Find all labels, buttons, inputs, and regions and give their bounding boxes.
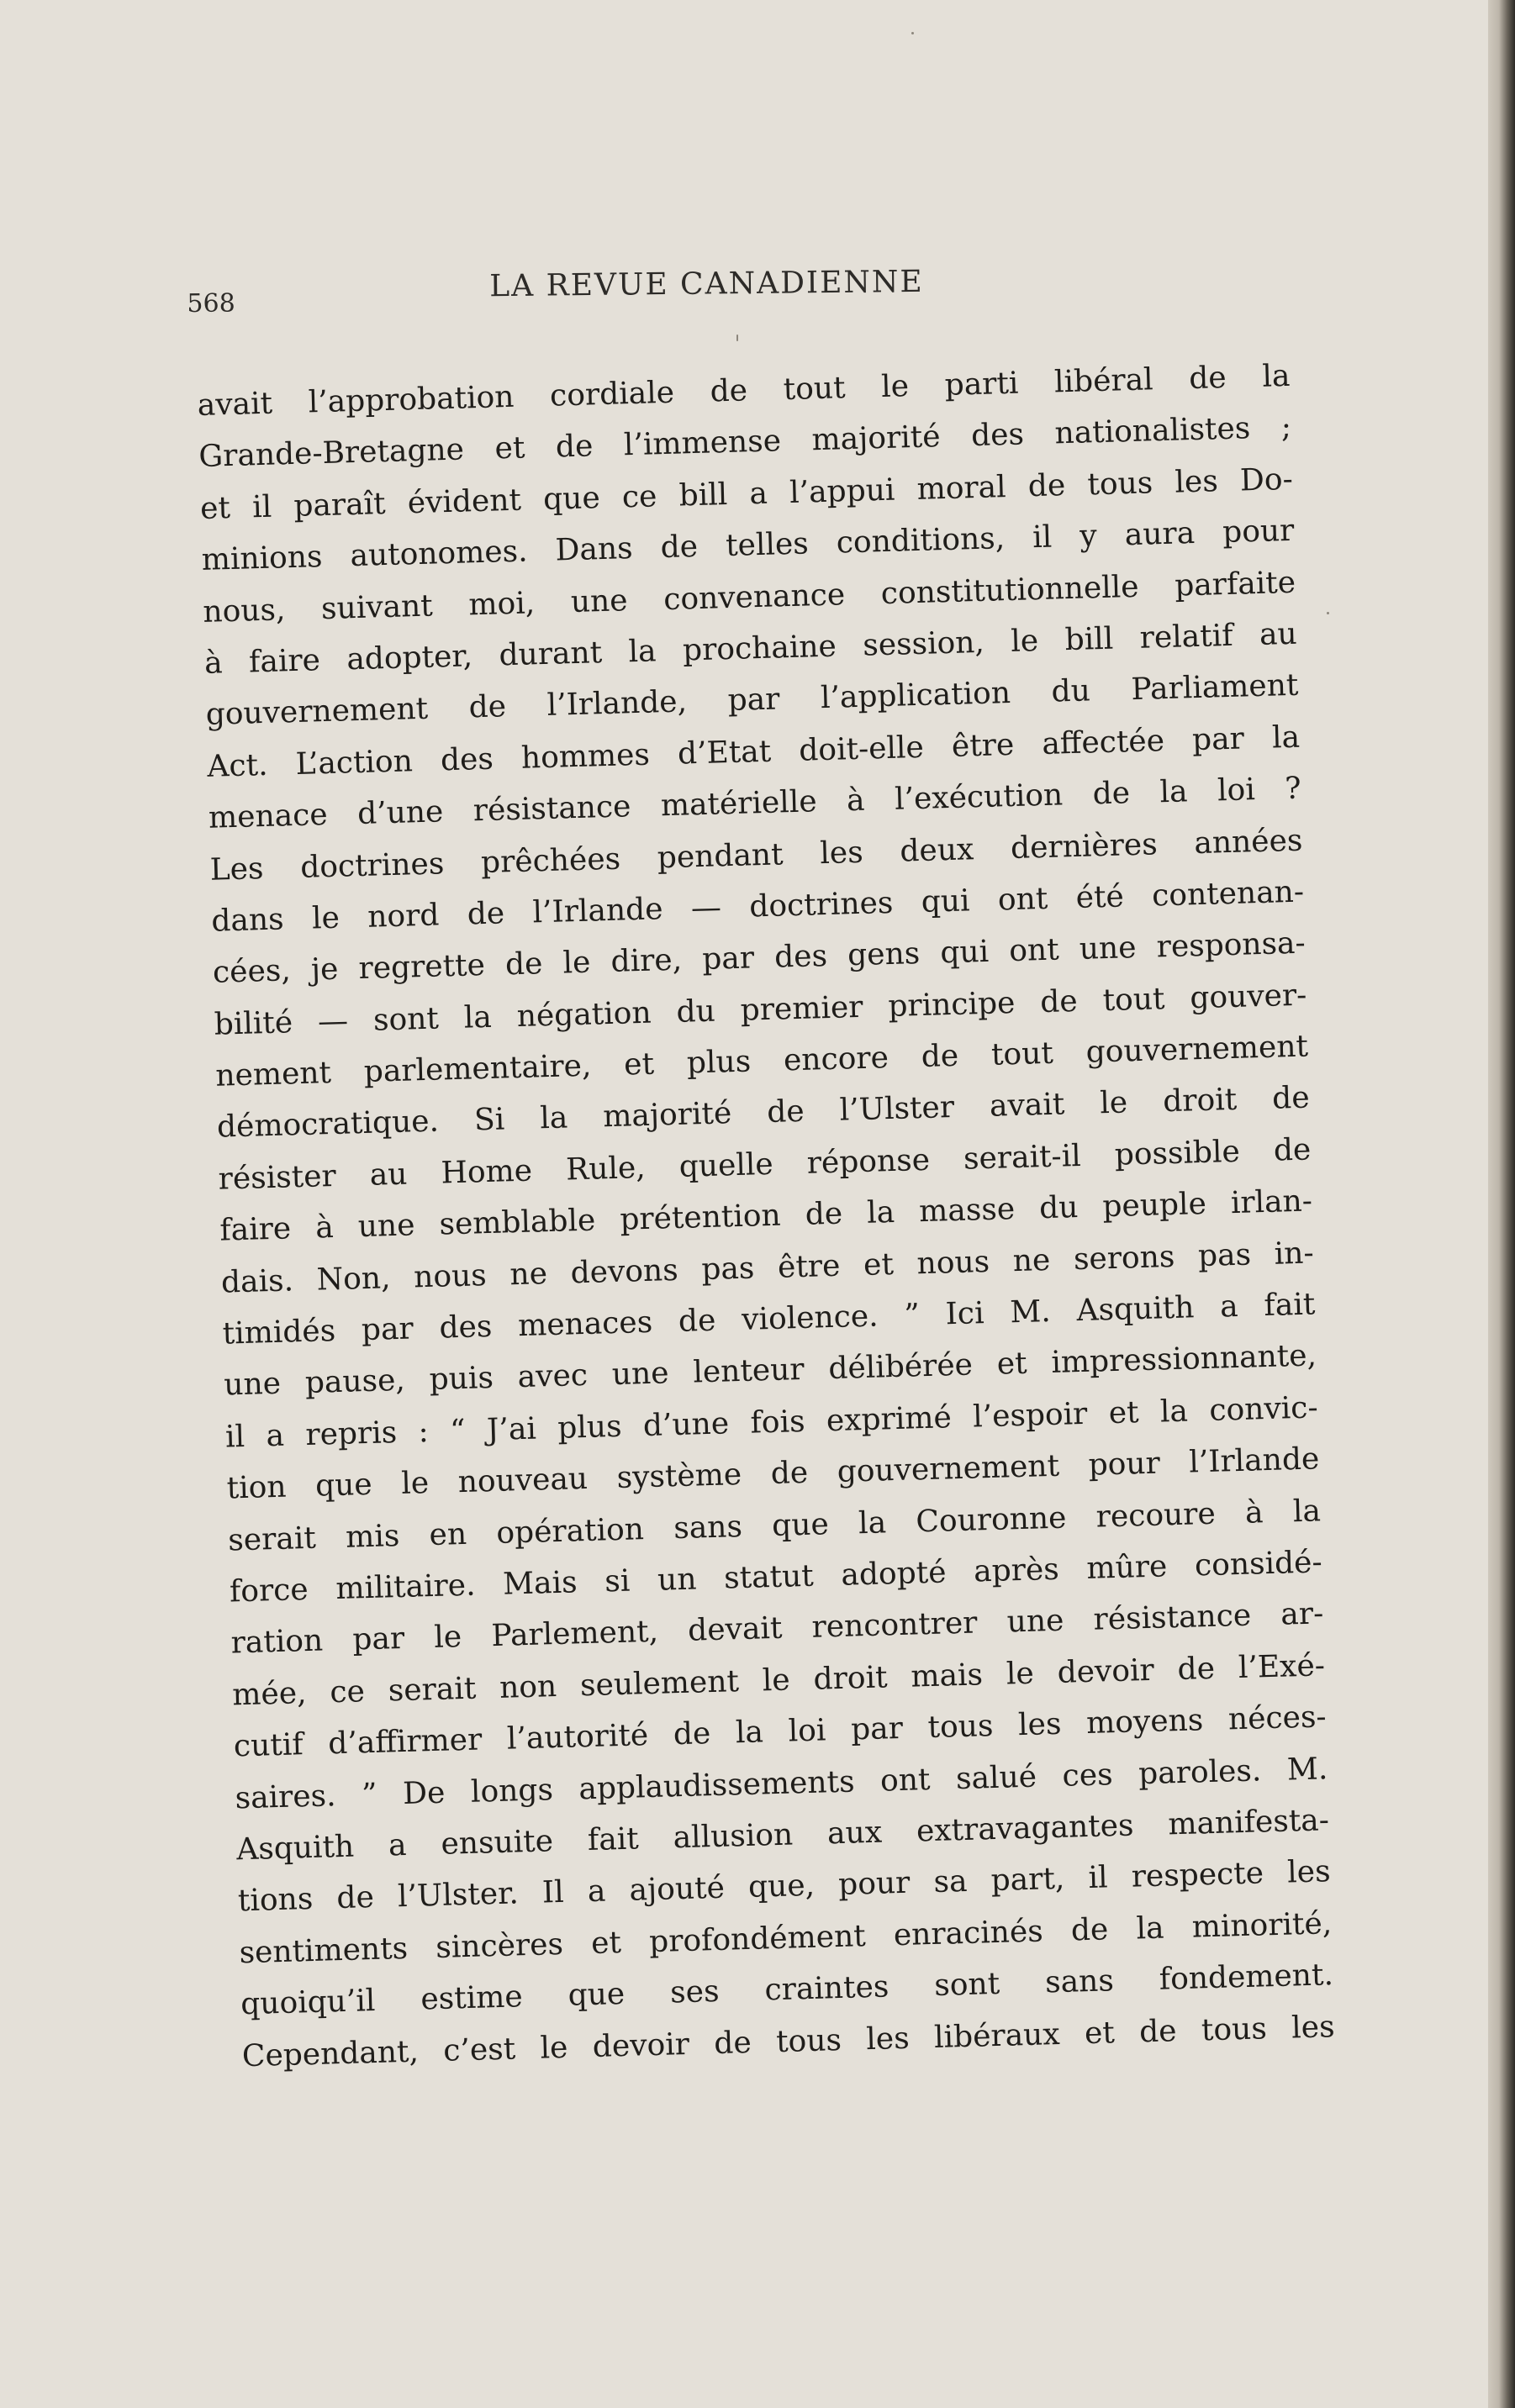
text-line: Cependant, c’est le devoir de tous les libéraux et de tous les [241,2009,1336,2073]
text-line: mée, ce serait non seulement le droit mais le devoir de l’Exé- [231,1648,1326,1713]
running-title: LA REVUE CANADIENNE [489,264,924,304]
paper-speck [736,335,738,341]
text-line: timidés par des menaces de violence. ” Ici M. Asquith a fait [222,1287,1316,1352]
text-line: tions de l’Ulster. Il a ajouté que, pour sa part, il respecte les [237,1854,1332,1919]
text-line: menace d’une résistance matérielle à l’exécution de la loi ? [208,771,1302,835]
text-line: Les doctrines prêchées pendant les deux dernières années [209,823,1303,888]
text-line: force militaire. Mais si un statut adopté après mûre considé- [229,1545,1323,1610]
text-line: cutif d’affirmer l’autorité de la loi par tous les moyens néces- [233,1699,1328,1764]
text-line: nous, suivant moi, une convenance constitutionnelle parfaite [202,565,1296,630]
paper-speck [911,32,914,34]
text-line: gouvernement de l’Irlande, par l’application du Parliament [205,668,1299,733]
text-line: résister au Home Rule, quelle réponse serait-il possible de [218,1132,1312,1197]
text-line: Asquith a ensuite fait allusion aux extravagantes manifesta- [235,1803,1330,1868]
text-line: tion que le nouveau système de gouvernement pour l’Irlande [226,1441,1320,1506]
paper-speck [1327,612,1329,614]
text-line: et il paraît évident que ce bill a l’appui moral de tous les Do- [199,461,1294,526]
text-line: saires. ” De longs applaudissements ont salué ces paroles. M. [235,1751,1328,1815]
body-text [197,350,1335,2082]
text-line: quoiqu’il estime que ses craintes sont sans fondement. [240,1957,1334,2022]
text-line: sentiments sincères et profondément enracinés de la minorité, [239,1905,1333,1971]
text-line: à faire adopter, durant la prochaine session, le bill relatif au [203,616,1298,681]
text-line: une pause, puis avec une lenteur délibérée et impressionnante, [223,1338,1317,1403]
text-line: nement parlementaire, et plus encore de tout gouvernement [214,1029,1309,1093]
text-line: ration par le Parlement, devait rencontrer une résistance ar- [230,1596,1324,1661]
text-line: avait l’approbation cordiale de tout le parti libéral de la [197,358,1291,423]
text-line: démocratique. Si la majorité de l’Ulster avait le droit de [216,1080,1311,1146]
text-line: Grande-Bretagne et de l’immense majorité des nationalistes ; [198,410,1292,475]
text-line: cées, je regrette de le dire, par des gens qui ont une responsa- [212,925,1306,991]
page-number: 568 [187,288,235,319]
text-line: Act. L’action des hommes d’Etat doit-elle être affectée par la [206,719,1301,784]
text-line: dais. Non, nous ne devons pas être et nous ne serons pas in- [220,1236,1315,1300]
text-line: minions autonomes. Dans de telles conditions, il y aura pour [201,513,1295,578]
text-line: dans le nord de l’Irlande — doctrines qui ont été contenan- [210,874,1305,939]
text-line: bilité — sont la négation du premier principe de tout gouver- [214,977,1307,1042]
page-header [187,256,1280,318]
text-line: faire à une semblable prétention de la masse du peuple irlan- [219,1183,1313,1248]
text-line: serait mis en opération sans que la Couronne recoure à la [227,1493,1322,1558]
book-binding-edge [1488,0,1515,2408]
text-line: il a repris : “ J’ai plus d’une fois exprimé l’espoir et la convic- [224,1390,1319,1455]
